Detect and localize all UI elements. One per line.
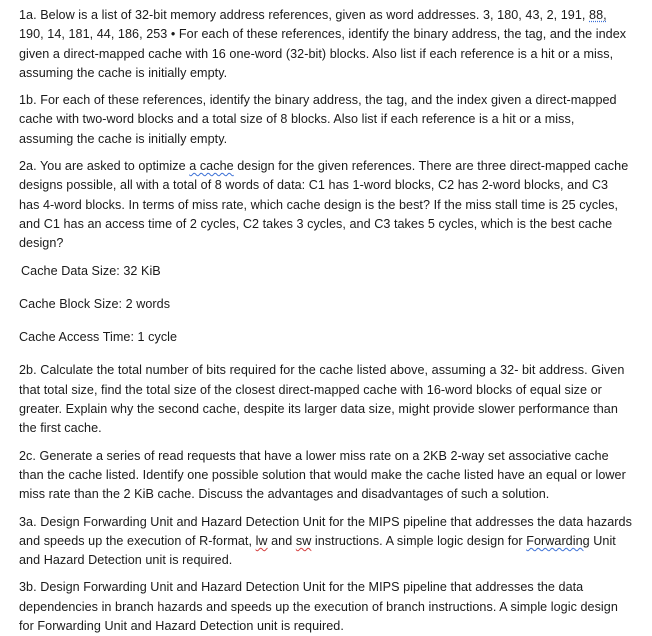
- question-3a-text-part1: 3a. Design Forwarding Unit and Hazard Detection Unit for the MIPS pipeline that addresses the data hazards and speeds up the execution of R-format,: [19, 514, 632, 548]
- question-2a-text-part1: 2a. You are asked to optimize: [19, 159, 190, 174]
- spellcheck-mark: 88,: [589, 8, 607, 22]
- question-3a-text-part2: and: [267, 533, 296, 548]
- question-1b: 1b. For each of these references, identify the binary address, the tag, and the index given a direct-mapped cache with two-word blocks and a total size of 8 blocks. Also list if each reference is a hit or a miss, assuming the cache is initially empty.: [19, 93, 617, 146]
- question-2a: [19, 157, 632, 253]
- question-3b-text-part1: 3b. Design Forwarding Unit and Hazard Detection Unit for the MIPS pipeline that ad: [19, 580, 490, 595]
- question-2c-text-part2: sociative cache than the cache listed. Identify one possible solution that would make the cache listed have an equal or lower miss rate than the 2 KiB cache. Discuss the advantages and disadvantages of such a solution.: [19, 448, 626, 502]
- question-3a-text-part4: Unit and Hazard Detection unit is required.: [19, 533, 616, 568]
- question-3a: [19, 513, 632, 571]
- cache-access-time: Cache Access Time: 1 cycle: [19, 330, 178, 345]
- question-2b: 2b. Calculate the total number of bits required for the cache listed above, assuming a 32- bit address. Given that total size, find the total size of the closest direct-mapped cache with 16-word blocks of equal size or greater. Explain why the second cache, despite its larger data size, might provide slower performance than the first cache.: [19, 363, 625, 436]
- question-1a-text-part3: 190, 14, 181, 44, 186, 253 • For each of these references, identify the binary address, the tag, and the index given a direct-mapped cache with 16 one-word (32-bit) blocks. Also list if each reference is a hit or a miss, assuming the cache is initially empty.: [19, 27, 627, 80]
- grammar-check-mark: a cache: [189, 159, 234, 174]
- question-1a-text-part2: dresses. 3, 180, 43, 2, 191,: [431, 8, 590, 22]
- question-2c: [19, 447, 632, 505]
- cache-block-size: Cache Block Size: 2 words: [19, 296, 171, 311]
- question-1a: [19, 6, 632, 83]
- question-2c-text-part1: 2c. Generate a series of read requests that have a lower miss rate on a 2KB 2-way set as: [19, 448, 522, 463]
- question-3a-text-part3: instructions. A simple logic design for: [311, 533, 527, 548]
- question-2a-text-part2: design for the given references. There are three direct-mapped cache designs possible, all with a total of 8 words of data: C1 has 1-word blocks, C2 has 2-word blocks, and C3 has 4-word blocks. In terms of miss rate, which cache design is the best? If the miss stall time is 25 cycles, and C1 has an access time of 2 cycles, C2 takes 3 cycles, and C3 takes 5 cycles, which is the best cache design?: [19, 159, 629, 251]
- grammar-check-mark-forwarding: Forwarding: [526, 533, 590, 548]
- cache-data-size: Cache Data Size: 32 KiB: [21, 263, 161, 278]
- question-1a-text-part1: 1a. Below is a list of 32-bit memory address references, given as word ad: [19, 8, 432, 22]
- question-3b-text-part2: dresses the data dependencies in branch hazards and speeds up the execution of branch instructions. A simple logic design for Forwarding Unit and Hazard Detection unit is required.: [19, 580, 618, 634]
- spellcheck-mark-lw: lw: [255, 533, 268, 548]
- question-3b: [19, 578, 632, 636]
- spellcheck-mark-sw: sw: [295, 533, 312, 548]
